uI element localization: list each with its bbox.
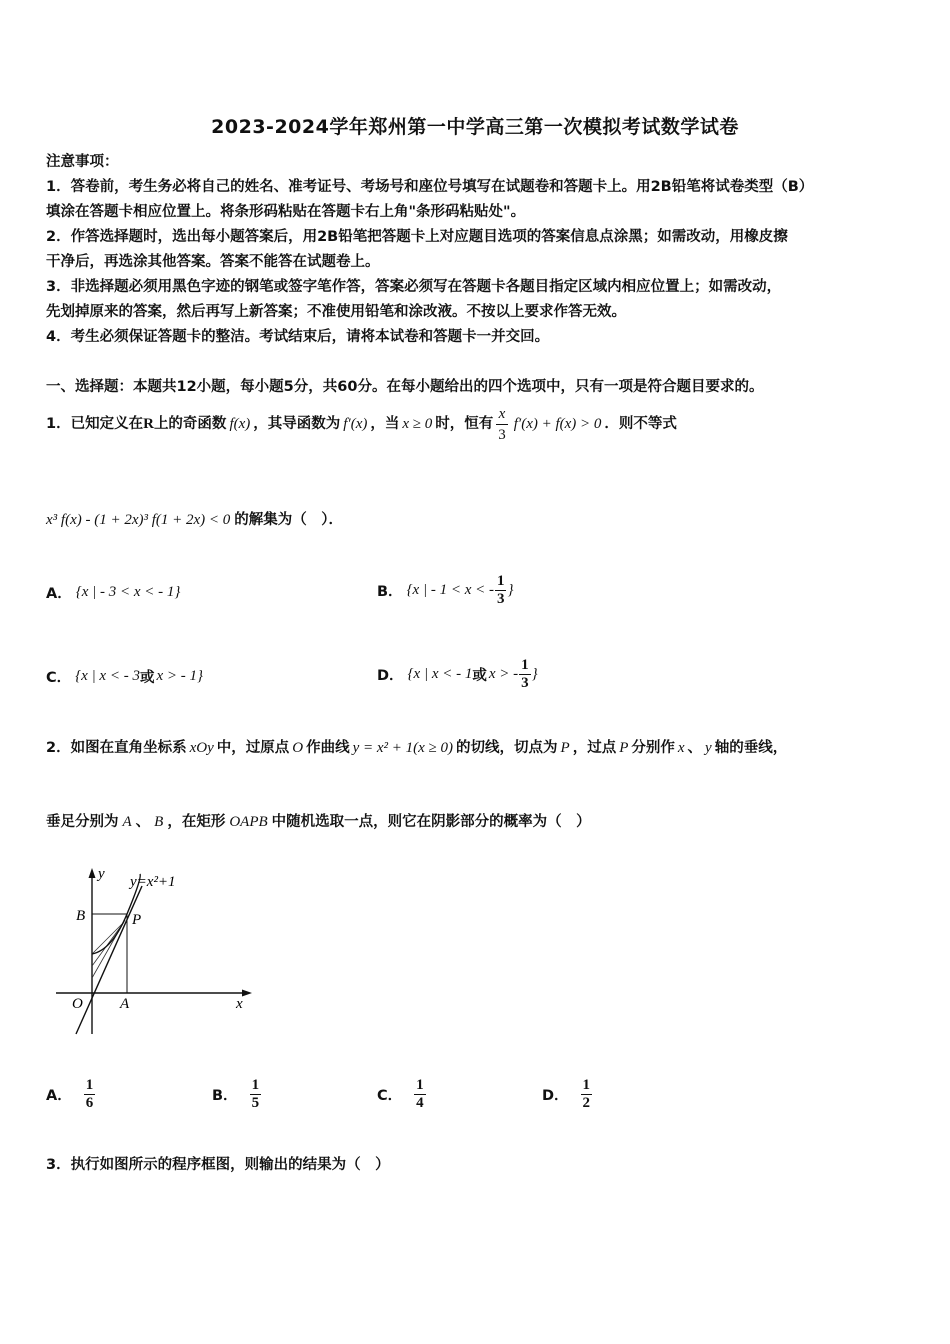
fraction: $\frac{1}{3}$ [521, 656, 529, 691]
shade-line [92, 924, 122, 954]
notice-line: 3．非选择题必须用黑色字迹的钢笔或签字笔作答，答案必须写在答题卡各题目指定区域内相应位置上；如需改动， [46, 279, 782, 295]
q1-option-c[interactable]: C． {x | x < - 3 或 x > - 1} [46, 668, 203, 686]
notice-line: 4．考生必须保证答题卡的整洁。考试结束后，请将本试卷和答题卡一并交回。 [46, 329, 550, 345]
x-axis-arrow-icon [242, 990, 252, 997]
q1-option-b[interactable]: B． {x | - 1 < x < - $\frac{1}{3}$ } [377, 572, 514, 607]
curve-label: y=x²+1 [130, 874, 176, 890]
q1-option-a[interactable]: A． {x | - 3 < x < - 1} [46, 584, 181, 602]
question-3-stem: 3．执行如图所示的程序框图，则输出的结果为（ ） [46, 1157, 390, 1173]
point-o-label: O [72, 996, 83, 1012]
y-axis-label: y [98, 866, 105, 882]
fraction: $\frac{1}{6}$ [85, 1076, 94, 1111]
point-b-label: B [76, 908, 86, 924]
question-2-stem: 2．如图在直角坐标系 xOy 中，过原点 O 作曲线 y = x² + 1(x ≥ 0) 的切线，切点为 P ，过点 P 分别作 x 、 y 轴的垂线， [46, 740, 788, 756]
question-1-inequality: x³ f(x) - (1 + 2x)³ f(1 + 2x) < 0 的解集为（ ）． [46, 512, 344, 528]
question-2-stem-cont: 垂足分别为 A 、 B ，在矩形 OAPB 中随机选取一点，则它在阴影部分的概率为（ ） [46, 814, 591, 830]
notice-line: 2．作答选择题时，选出每小题答案后，用2B铅笔把答题卡上对应题目选项的答案信息点涂黑；如需改动，用橡皮擦 [46, 229, 788, 245]
x-axis-label: x [236, 996, 243, 1012]
notice-line: 先划掉原来的答案，然后再写上新答案；不准使用铅笔和涂改液。不按以上要求作答无效。 [46, 304, 626, 320]
section-heading: 一、选择题：本题共12小题，每小题5分，共60分。在每小题给出的四个选项中，只有一项是符合题目要求的。 [46, 379, 764, 395]
notice-line: 干净后，再选涂其他答案。答案不能答在试题卷上。 [46, 254, 380, 270]
q2-option-b[interactable]: B． $\frac{1}{5}$ [212, 1076, 260, 1111]
fraction: $\frac{1}{5}$ [251, 1076, 260, 1111]
notice-line: 填涂在答题卡相应位置上。将条形码粘贴在答题卡右上角"条形码粘贴处"。 [46, 204, 526, 220]
tangent-line [76, 886, 142, 1034]
y-axis-arrow-icon [89, 868, 96, 878]
q2-option-c[interactable]: C． $\frac{1}{4}$ [377, 1076, 424, 1111]
q1-option-d[interactable]: D． {x | x < - 1 或 x > - $\frac{1}{3}$ } [377, 656, 538, 691]
fraction: $\frac{1}{4}$ [416, 1076, 424, 1111]
question-1-stem: 1．已知定义在 R 上的奇函数 f(x) ，其导函数为 f′(x) ，当 x ≥ 0 时，恒有 $\frac{x}{3}$ f′(x) + f(x) > 0 ．则不等式 [46, 405, 677, 443]
q2-option-a[interactable]: A． $\frac{1}{6}$ [46, 1076, 94, 1111]
notice-line: 1．答卷前，考生务必将自己的姓名、准考证号、考场号和座位号填写在试题卷和答题卡上。用2B铅笔将试卷类型（B） [46, 179, 814, 195]
notice-heading: 注意事项： [46, 154, 119, 170]
fraction: $\frac{x}{3}$ [498, 405, 506, 443]
fraction: $\frac{1}{3}$ [496, 572, 505, 607]
point-p-label: P [132, 912, 142, 928]
q2-option-d[interactable]: D． $\frac{1}{2}$ [542, 1076, 591, 1111]
tangent-graph [50, 862, 260, 1040]
page-title: 2023-2024学年郑州第一中学高三第一次模拟考试数学试卷 [211, 116, 739, 138]
point-a-label: A [120, 996, 130, 1012]
fraction: $\frac{1}{2}$ [582, 1076, 591, 1111]
